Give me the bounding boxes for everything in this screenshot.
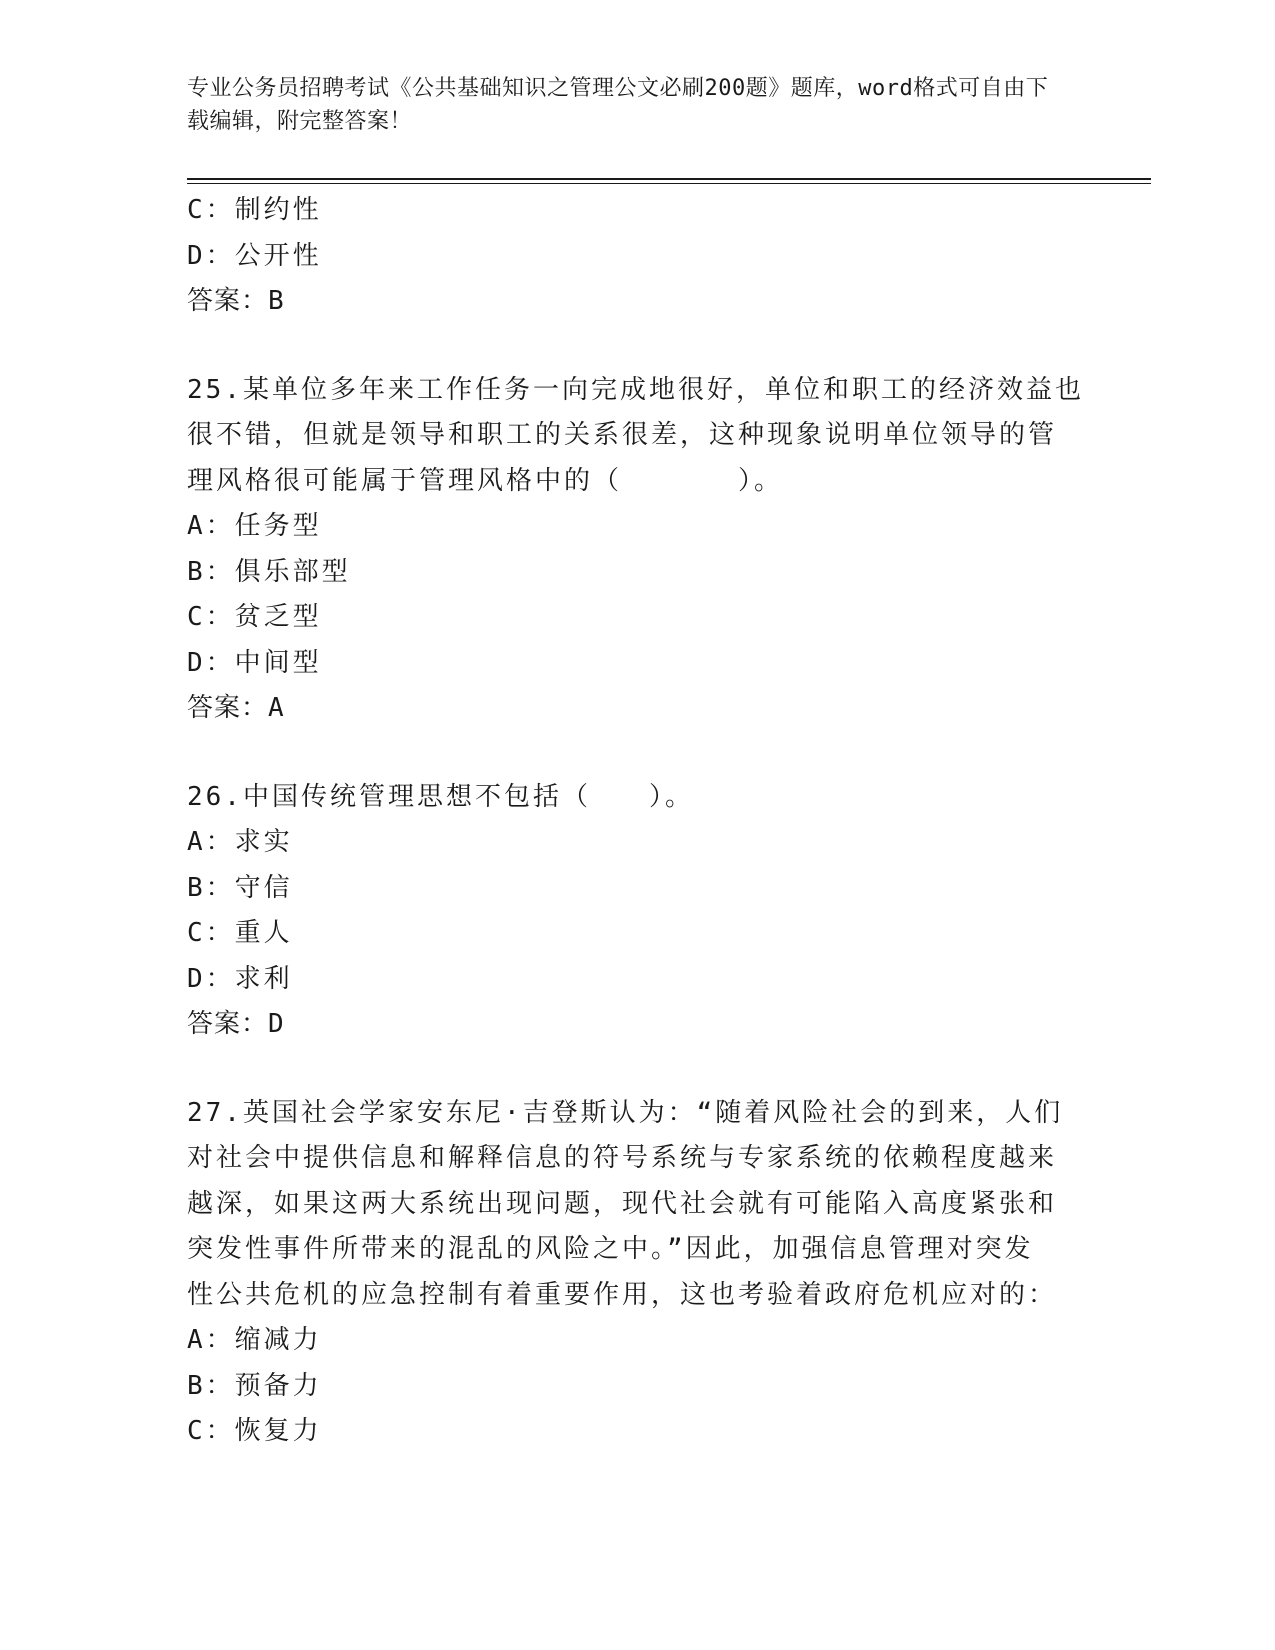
question-stem xyxy=(187,1091,1067,1319)
answer-line: 答案：D xyxy=(187,1009,285,1039)
option-text: 公开性 xyxy=(234,240,322,271)
option-letter: B： xyxy=(187,556,235,587)
option-c xyxy=(187,911,1087,957)
option-letter: C： xyxy=(187,1416,235,1446)
option-letter: C： xyxy=(187,602,235,632)
question-27 xyxy=(187,1091,1087,1455)
document-header-title: 专业公务员招聘考试《公共基础知识之管理公文必刷200题》题库，word格式可自由下载编辑，附完整答案！ xyxy=(187,76,1049,134)
option-d xyxy=(187,641,1087,687)
question-26 xyxy=(187,775,1087,1048)
option-text: 任务型 xyxy=(234,511,322,541)
option-letter: D： xyxy=(187,647,235,678)
question-stem-line: 27.英国社会学家安东尼·吉登斯认为：“随着风险社会的到来，人们 xyxy=(187,1097,1064,1128)
question-stem xyxy=(187,368,1084,505)
question-stem-line: 性公共危机的应急控制有着重要作用，这也考验着政府危机应对的： xyxy=(187,1279,1058,1310)
option-text: 俱乐部型 xyxy=(234,556,351,587)
option-letter: C： xyxy=(187,195,235,225)
option-b xyxy=(187,866,1087,912)
option-b xyxy=(187,550,1087,596)
question-stem-line: 理风格很可能属于管理风格中的（ ）。 xyxy=(187,465,784,496)
option-a xyxy=(187,504,1087,550)
document-header xyxy=(187,72,1067,138)
option-b xyxy=(187,1364,1087,1410)
option-d xyxy=(187,957,1087,1003)
answer-line: 答案：B xyxy=(187,286,285,316)
question-content xyxy=(187,188,1087,1455)
option-letter: B： xyxy=(187,1370,235,1401)
question-stem-line: 25.某单位多年来工作任务一向完成地很好，单位和职工的经济效益也 xyxy=(187,374,1084,405)
question-stem-line: 突发性事件所带来的混乱的风险之中。”因此，加强信息管理对突发 xyxy=(187,1234,1034,1264)
header-divider-thin xyxy=(187,183,1151,184)
option-letter: A： xyxy=(187,827,235,857)
option-a xyxy=(187,820,1087,866)
option-c xyxy=(187,1409,1087,1455)
option-letter: A： xyxy=(187,1325,235,1355)
option-letter: B： xyxy=(187,872,235,903)
option-letter: A： xyxy=(187,511,235,541)
question-stem-line: 26.中国传统管理思想不包括（ ）。 xyxy=(187,781,694,812)
option-text: 恢复力 xyxy=(234,1416,322,1446)
header-divider-thick xyxy=(187,178,1151,180)
answer-line: 答案：A xyxy=(187,693,285,723)
question-stem xyxy=(187,775,1067,821)
option-text: 中间型 xyxy=(234,647,322,678)
option-text: 制约性 xyxy=(234,195,322,225)
option-letter: C： xyxy=(187,918,235,948)
question-stem-line: 对社会中提供信息和解释信息的符号系统与专家系统的依赖程度越来 xyxy=(187,1143,1058,1173)
previous-question-tail xyxy=(187,188,1087,325)
question-stem-line: 越深，如果这两大系统出现问题，现代社会就有可能陷入高度紧张和 xyxy=(187,1188,1058,1219)
option-text: 预备力 xyxy=(234,1370,322,1401)
option-c xyxy=(187,188,1087,234)
option-text: 守信 xyxy=(234,872,293,903)
option-c xyxy=(187,595,1087,641)
option-text: 缩减力 xyxy=(234,1325,322,1355)
option-a xyxy=(187,1318,1087,1364)
option-letter: D： xyxy=(187,963,235,994)
option-text: 贫乏型 xyxy=(234,602,322,632)
question-stem-line: 很不错，但就是领导和职工的关系很差，这种现象说明单位领导的管 xyxy=(187,420,1058,450)
option-text: 求实 xyxy=(234,827,293,857)
option-d xyxy=(187,234,1087,280)
option-text: 重人 xyxy=(234,918,293,948)
option-text: 求利 xyxy=(234,963,293,994)
option-letter: D： xyxy=(187,240,235,271)
question-25 xyxy=(187,368,1087,732)
